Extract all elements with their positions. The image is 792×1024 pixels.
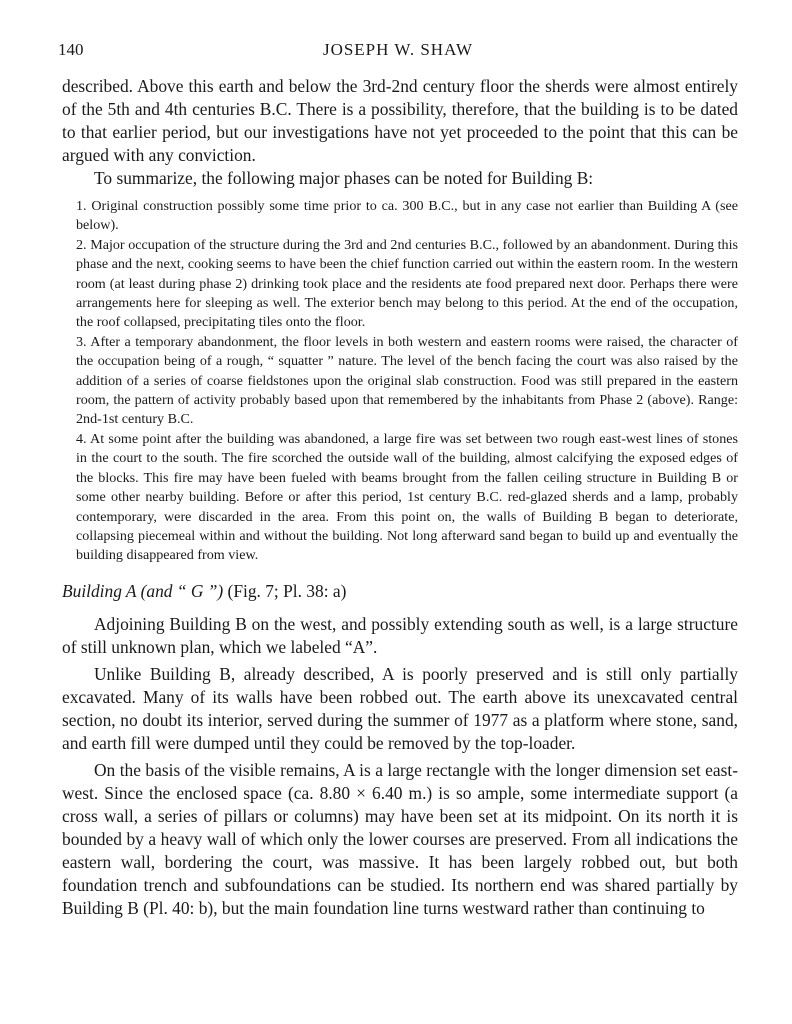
section-title: Building A (and “ G ”) — [62, 580, 224, 601]
section-heading — [62, 580, 738, 603]
phase-item: 2. Major occupation of the structure during the 3rd and 2nd centuries B.C., followed by an abandonment. During this phase and the next, cooking seems to have been the chief function carried out within the eastern room. In the western room (at least during phase 2) drinking took place and the residents ate food prepared next door. Perhaps there were arrangements here for sleeping as well. The exterior bench may belong to this period. At the end of the occupation, the roof collapsed, precipitating tiles onto the floor. — [76, 236, 738, 331]
phase-list — [76, 197, 738, 566]
body-paragraph: Adjoining Building B on the west, and possibly extending south as well, is a large structure of still unknown plan, which we labeled “A”. — [62, 613, 738, 657]
summary-lead: To summarize, the following major phases can be noted for Building B: — [94, 168, 594, 188]
intro-paragraph: described. Above this earth and below the 3rd-2nd century floor the sherds were almost entirely of the 5th and 4th centuries B.C. There is a possibility, therefore, that the building is to be dated to that earlier period, but our investigations have not yet proceeded to the point that this can be argued with any conviction. — [62, 76, 738, 165]
page-header — [58, 40, 738, 64]
phase-item: 3. After a temporary abandonment, the floor levels in both western and eastern rooms were raised, the character of the occupation being of a rough, “ squatter ” nature. The level of the bench facing the court was also raised by the addition of a series of coarse fieldstones upon the original slab construction. Food was still prepared in the eastern room, the pattern of activity probably based upon that remembered by the inhabitants from Phase 2 (above). Range: 2nd-1st century B.C. — [76, 333, 738, 428]
section-figure-refs: (Fig. 7; Pl. 38: a) — [223, 580, 347, 601]
phase-item: 4. At some point after the building was abandoned, a large fire was set between two rough east-west lines of stones in the court to the south. The fire scorched the outside wall of the building, almost calcifying the exposed edges of the blocks. This fire may have been fueled with beams brought from the fallen ceiling structure in Building B or some other nearby building. Before or after this period, 1st century B.C. red-glazed sherds and a lamp, probably contemporary, were discarded in the area. From this point on, the walls of Building B began to deteriorate, collapsing piecemeal within and without the building. Not long afterward sand began to build up and eventually the building disappeared from view. — [76, 430, 738, 564]
page-number: 140 — [58, 40, 84, 59]
page-body — [62, 75, 738, 920]
body-paragraph: Unlike Building B, already described, A is poorly preserved and is still only partially excavated. Many of its walls have been robbed out. The earth above its unexcavated central section, no doubt its interior, served during the summer of 1977 as a platform where stone, sand, and earth fill were dumped until they could be removed by the top-loader. — [62, 663, 738, 753]
body-paragraph: On the basis of the visible remains, A is a large rectangle with the longer dimension set east-west. Since the enclosed space (ca. 8.80 × 6.40 m.) is so ample, some intermediate support (a cross wall, a series of pillars or columns) may have been set at its midpoint. On its north it is bounded by a heavy wall of which only the lower courses are preserved. From all indications the eastern wall, bordering the court, was massive. It has been largely robbed out, but both foundation trench and subfoundations can be studied. Its northern end was shared partially by Building B (Pl. 40: b), but the main foundation line turns westward rather than continuing to — [62, 759, 738, 918]
running-head: JOSEPH W. SHAW — [322, 40, 474, 59]
phase-item: 1. Original construction possibly some time prior to ca. 300 B.C., but in any case not earlier than Building A (see below). — [76, 198, 738, 234]
